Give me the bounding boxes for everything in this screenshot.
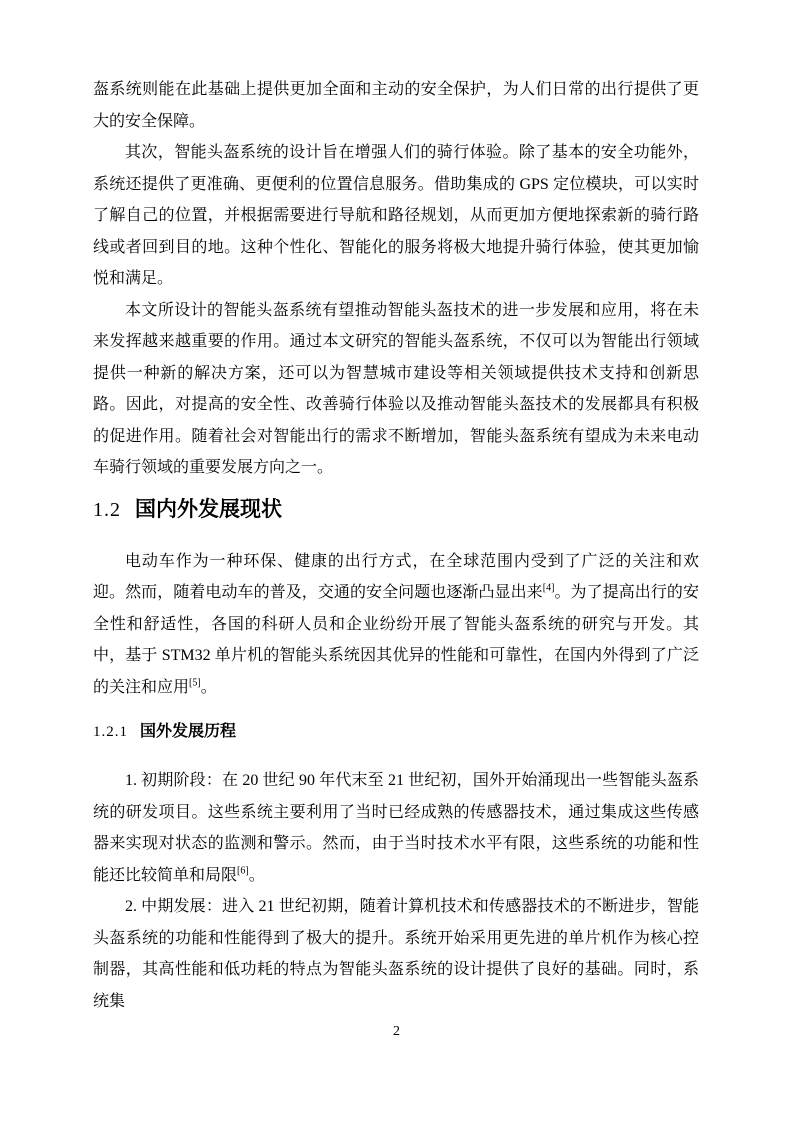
paragraph [93, 891, 699, 1017]
subsection-number: 1.2.1 [93, 724, 128, 740]
page-footer [0, 1024, 793, 1040]
citation-ref: [5] [189, 677, 201, 689]
paragraph [93, 137, 699, 295]
paragraph [93, 295, 699, 484]
paragraph-text: 2. 中期发展：进入 21 世纪初期，随着计算机技术和传感器技术的不断进步，智能头盔系统的功能和性能得到了极大的提升。系统开始采用更先进的单片机作为核心控制器，其高性能和低功耗的特点为智能头盔系统的设计提供了良好的基础。同时，系统集 [93, 898, 699, 1010]
paragraph-text: 。为了提高出行的安全性和舒适性，各国的科研人员和企业纷纷开展了智能头盔系统的研究与开发。其中，基于 STM32 单片机的智能头系统因其优异的性能和可靠性，在国内外得到了广泛的关注和应用 [93, 584, 699, 696]
paragraph [93, 765, 699, 891]
paragraph [93, 546, 699, 704]
page-number: 2 [393, 1024, 400, 1039]
paragraph-text: 电动车作为一种环保、健康的出行方式，在全球范围内受到了广泛的关注和欢迎。然而，随着电动车的普及，交通的安全问题也逐渐凸显出来 [93, 552, 699, 601]
subsection-heading [93, 719, 699, 745]
paragraph-text: 本文所设计的智能头盔系统有望推动智能头盔技术的进一步发展和应用，将在未来发挥越来越重要的作用。通过本文研究的智能头盔系统，不仅可以为智能出行领域提供一种新的解决方案，还可以为智慧城市建设等相关领域提供技术支持和创新思路。因此，对提高的安全性、改善骑行体验以及推动智能头盔技术的发展都具有积极的促进作用。随着社会对智能出行的需求不断增加，智能头盔系统有望成为未来电动车骑行领域的重要发展方向之一。 [93, 301, 699, 476]
paragraph-text: 其次，智能头盔系统的设计旨在增强人们的骑行体验。除了基本的安全功能外，系统还提供了更准确、更便利的位置信息服务。借助集成的 GPS 定位模块，可以实时了解自己的位置，并根据需要进行导航和路径规划，从而更加方便地探索新的骑行路线或者回到目的地。这种个性化、智能化的服务将极大地提升骑行体验，使其更加愉悦和满足。 [93, 144, 699, 287]
subsection-title: 国外发展历程 [140, 723, 237, 740]
paragraph-text: 盔系统则能在此基础上提供更加全面和主动的安全保护，为人们日常的出行提供了更大的安全保障。 [93, 81, 699, 130]
section-title: 国内外发展现状 [135, 497, 282, 521]
section-number: 1.2 [93, 498, 121, 521]
paragraph-continuation [93, 74, 699, 137]
citation-ref: [4] [542, 582, 555, 594]
paragraph-text: 。 [248, 866, 265, 884]
paragraph-text: 1. 初期阶段：在 20 世纪 90 年代末至 21 世纪初，国外开始涌现出一些智能头盔系统的研发项目。这些系统主要利用了当时已经成熟的传感器技术，通过集成这些传感器来实现对状态的监测和警示。然而，由于当时技术水平有限，这些系统的功能和性能还比较简单和局限 [93, 772, 699, 884]
citation-ref: [6] [237, 865, 249, 877]
section-heading [93, 494, 699, 526]
paragraph-text: 。 [200, 678, 217, 696]
